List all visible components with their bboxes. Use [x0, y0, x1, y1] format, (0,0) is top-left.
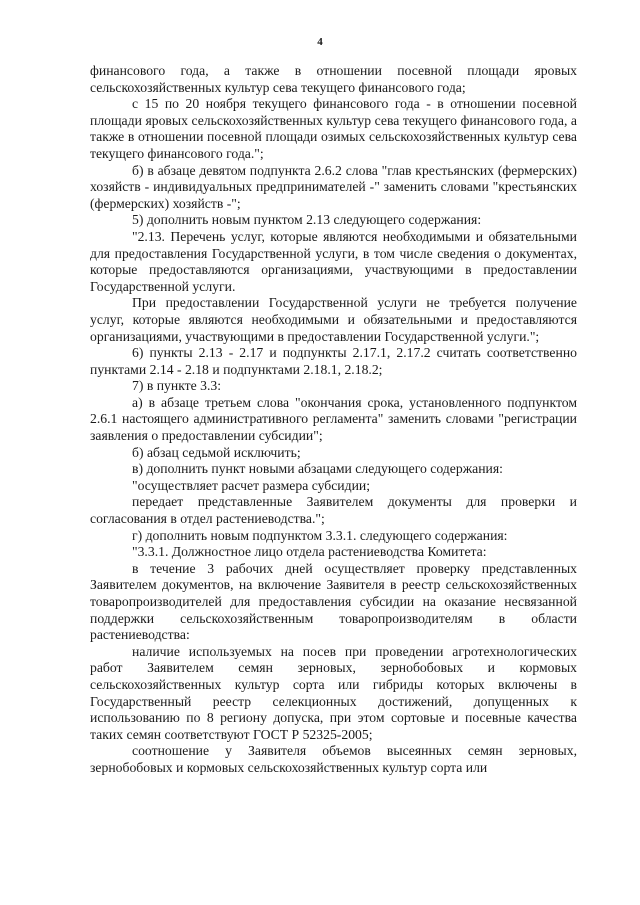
paragraph: с 15 по 20 ноября текущего финансового года - в отношении посевной площади яровых сельскохозяйственных культур сева текущего финансового года, а также в отношении посевной площади озимых сельскохозяйственных культур сева текущего финансового года.";	[90, 96, 577, 161]
paragraph: в течение 3 рабочих дней осуществляет проверку представленных Заявителем документов, на включение Заявителя в реестр сельскохозяйственных товаропроизводителей для предоставления субсидии на оказание несвязанной поддержки сельскохозяйственным товаропроизводителям в области растениеводства:	[90, 560, 577, 643]
paragraph: соотношение у Заявителя объемов высеянных семян зерновых, зернобобовых и кормовых сельскохозяйственных культур сорта или	[90, 743, 577, 775]
paragraph-continuation: финансового года, а также в отношении посевной площади яровых сельскохозяйственных культур сева текущего финансового года;	[90, 63, 577, 95]
paragraph: "2.13. Перечень услуг, которые являются необходимыми и обязательными для предоставления Государственной услуги, в том числе сведения о документах, которые предоставляются организациями, участвующими в предоставлении Государственной услуги.	[90, 228, 577, 294]
document-body	[90, 63, 577, 777]
paragraph: а) в абзаце третьем слова "окончания срока, установленного подпунктом 2.6.1 настоящего административного регламента" заменить словами "регистрации заявления о предоставлении субсидии";	[90, 394, 577, 444]
paragraph: б) в абзаце девятом подпункта 2.6.2 слова "глав крестьянских (фермерских) хозяйств - индивидуальных предпринимателей -" заменить словами "крестьянских (фермерских) хозяйств -";	[90, 162, 577, 211]
paragraph: 6) пункты 2.13 - 2.17 и подпункты 2.17.1, 2.17.2 считать соответственно пунктами 2.14 - 2.18 и подпунктами 2.18.1, 2.18.2;	[90, 345, 577, 377]
paragraph: в) дополнить пункт новыми абзацами следующего содержания:	[132, 461, 503, 477]
paragraph: б) абзац седьмой исключить;	[132, 444, 301, 460]
paragraph: 5) дополнить новым пунктом 2.13 следующего содержания:	[132, 212, 482, 228]
page-number: 4	[317, 36, 323, 48]
paragraph: передает представленные Заявителем документы для проверки и согласования в отдел растениеводства.";	[90, 494, 577, 527]
paragraph: г) дополнить новым подпунктом 3.3.1. следующего содержания:	[132, 527, 508, 543]
paragraph: 7) в пункте 3.3:	[132, 378, 222, 394]
paragraph: "осуществляет расчет размера субсидии;	[132, 477, 371, 493]
paragraph: При предоставлении Государственной услуги не требуется получение услуг, которые являются необходимыми и обязательными и предоставляются организациями, участвующими в предоставлении Государственной услуги.";	[90, 295, 577, 344]
paragraph: "3.3.1. Должностное лицо отдела растениеводства Комитета:	[132, 544, 487, 560]
paragraph: наличие используемых на посев при проведении агротехнологических работ Заявителем семян зерновых, зернобобовых и кормовых сельскохозяйственных культур сорта или гибриды которых включены в Государственный реестр селекционных достижений, допущенных к использованию по 8 региону допуска, при этом сортовые и посевные качества таких семян соответствуют ГОСТ Р 52325-2005;	[90, 643, 577, 742]
